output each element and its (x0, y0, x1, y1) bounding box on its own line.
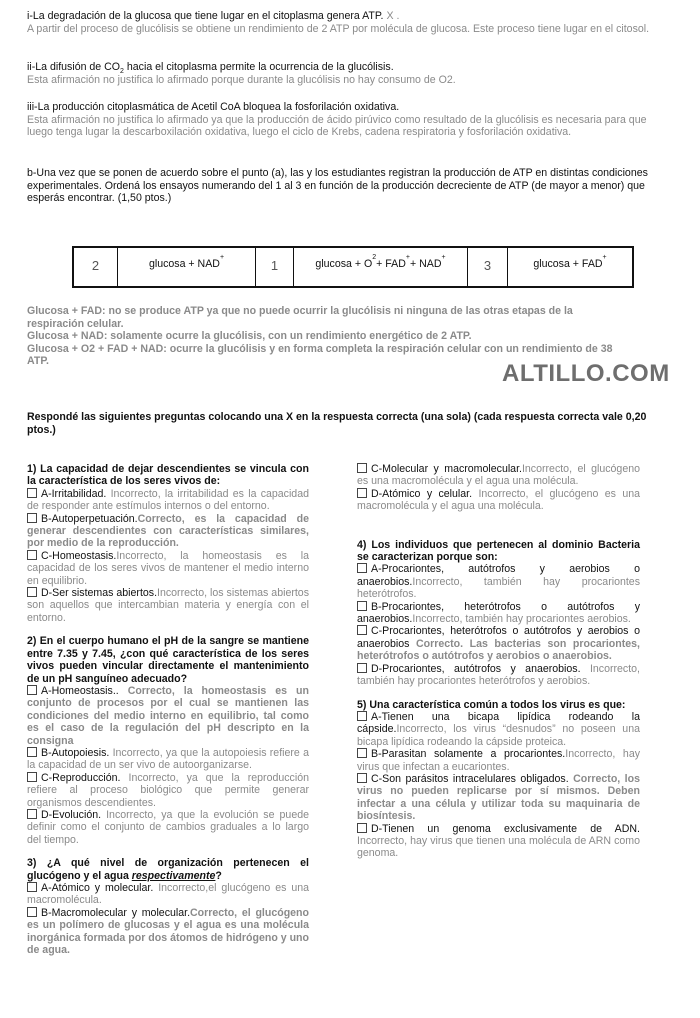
q3-b-label: B-Macromolecular y molecular. (41, 906, 191, 919)
q1-d-feedback: Incorrecto, los sistemas abiertos son aquellos que intercambian materia y energía con el entorno. (27, 587, 309, 624)
statement-ii-answer: Esta afirmación no justifica lo afirmado porque durante la glucólisis no hay consumo de O2. (27, 73, 456, 86)
explanation-line-1: Glucosa + FAD: no se produce ATP ya que no puede ocurrir la glucólisis ni ninguna de las otras etapas de la respiración celular. (27, 305, 573, 330)
instructions: Respondé las siguientes preguntas colocando una X en la respuesta correcta (una sola) (cada respuesta correcta vale 0,20 ptos.) (27, 411, 647, 436)
question-5: 5) Una característica común a todos los virus es que: (357, 698, 626, 711)
q5-d-feedback: Incorrecto, hay virus que tienen una molécula de ARN como genoma. (357, 834, 640, 860)
q4-option-b[interactable] (357, 601, 640, 626)
table-rank-1: 2 (74, 248, 118, 286)
checkbox-icon[interactable] (357, 563, 367, 573)
q3-text-a: 3) ¿A qué nivel de organización pertenecen el glucógeno y el agua (27, 857, 309, 882)
checkbox-icon[interactable] (27, 550, 37, 560)
q4-d-label: D-Procariontes, autótrofos y anaerobios. (371, 662, 581, 675)
checkbox-icon[interactable] (27, 809, 37, 819)
table-cell-1-text: glucosa + NAD (148, 258, 220, 270)
q2-option-c[interactable] (27, 772, 309, 809)
statement-i-text: i-La degradación de la glucosa que tiene lugar en el citoplasma genera ATP. (27, 10, 384, 22)
checkbox-icon[interactable] (357, 823, 367, 833)
q4-c-feedback: Correcto. Las bacterias son procariontes, heterótrofos o autótrofos y aerobios o anaerobios. (357, 637, 640, 663)
q2-c-label: C-Reproducción. (41, 771, 121, 784)
q1-option-b[interactable] (27, 513, 309, 550)
explanation-line-3: Glucosa + O2 + FAD + NAD: ocurre la glucólisis y en forma completa la respiración celular con un rendimiento de 38 ATP. (27, 342, 613, 368)
right-column (357, 463, 640, 860)
statement-iii (27, 101, 675, 139)
q5-c-feedback: Correcto, los virus no pueden replicarse por sí mismos. Deben infectar a una célula y utilizar toda su maquinaria de biosíntesis. (357, 772, 640, 823)
table-rank-2: 1 (256, 248, 294, 286)
table-cell-3-sup: + (602, 254, 607, 261)
checkbox-icon[interactable] (27, 772, 37, 782)
checkbox-icon[interactable] (357, 773, 367, 783)
q2-d-feedback: Incorrecto, ya que la evolución se puede definir como el conjunto de cambios graduales a lo largo del tiempo. (27, 808, 309, 846)
explanation-line-2: Glucosa + NAD: solamente ocurre la glucólisis, con un rendimiento energético de 2 ATP. (27, 330, 472, 343)
q2-a-label: A-Homeostasis.. (41, 684, 119, 697)
checkbox-icon[interactable] (357, 463, 367, 473)
checkbox-icon[interactable] (27, 685, 37, 695)
q5-a-label: A-Tienen una bicapa lipídica rodeando la cápside. (357, 710, 640, 736)
q5-c-label: C-Son parásitos intracelulares obligados. (371, 772, 569, 785)
q3-d-feedback: Incorrecto, el glucógeno es una macromolécula y el agua una molécula. (357, 487, 640, 513)
table-cell-2-text-b: + FAD (376, 258, 406, 270)
statement-i-answer: A partir del proceso de glucólisis se obtiene un rendimiento de 2 ATP por molécula de glucosa. Este proceso tiene lugar en el citosol. (27, 22, 650, 35)
q3-option-c[interactable] (357, 463, 640, 488)
q2-c-feedback: Incorrecto, ya que la reproducción refiere al proceso biológico que permite generar organismos descendientes. (27, 771, 309, 809)
table-rank-3: 3 (468, 248, 508, 286)
q3-c-feedback: Incorrecto, el glucógeno es una macromolécula y el agua una molécula. (357, 463, 641, 488)
table-cell-2-sup2: + (441, 254, 446, 261)
statement-ii (27, 61, 675, 86)
table-explanation (27, 305, 627, 368)
q3-a-feedback: Incorrecto,el glucógeno es una macromolécula. (27, 882, 309, 907)
q4-option-a[interactable] (357, 563, 640, 600)
q4-option-d[interactable] (357, 663, 640, 688)
q3-d-label: D-Atómico y celular. (371, 487, 473, 500)
statement-ii-text-b: hacia el citoplasma permite la ocurrencia de la glucólisis. (123, 61, 394, 73)
table-cell-1 (118, 248, 256, 286)
checkbox-icon[interactable] (27, 882, 37, 892)
statement-iii-text: iii-La producción citoplasmática de Acetil CoA bloquea la fosforilación oxidativa. (27, 101, 400, 113)
table-cell-2-text-a: glucosa + O (315, 258, 373, 270)
q1-option-a[interactable] (27, 488, 309, 513)
q1-b-label: B-Autoperpetuación. (41, 512, 138, 525)
q3-c-label: C-Molecular y macromolecular. (371, 463, 522, 475)
q2-option-d[interactable] (27, 809, 309, 846)
checkbox-icon[interactable] (357, 711, 367, 721)
part-b-prompt (27, 167, 675, 205)
table-cell-2-text-c: + NAD (409, 258, 442, 270)
q1-c-feedback: Incorrecto, la homeostasis es la capacidad de los seres vivos de mantener el medio interno en equilibrio. (27, 549, 309, 587)
q5-b-label: B-Parasitan solamente a procariontes. (371, 748, 566, 761)
checkbox-icon[interactable] (357, 488, 367, 498)
table-cell-2-sup1: + (405, 254, 410, 261)
statement-ii-sub: 2 (120, 68, 124, 76)
q1-option-d[interactable] (27, 587, 309, 624)
q4-b-feedback: Incorrecto, también hay procariontes aerobios. (412, 613, 631, 626)
q3-a-label: A-Atómico y molecular. (41, 882, 154, 894)
q3-b-feedback: Correcto, el glucógeno es un polímero de glucosas y el agua es una molécula inorgánica formada por dos átomos de hidrógeno y uno de agua. (27, 906, 310, 957)
q3-option-a[interactable] (27, 882, 309, 907)
question-3 (27, 857, 309, 882)
q3-emphasis: respectivamente (131, 869, 216, 882)
q1-option-c[interactable] (27, 550, 309, 587)
q5-option-c[interactable] (357, 773, 640, 823)
q2-option-b[interactable] (27, 747, 309, 772)
table-cell-2 (294, 248, 468, 286)
q3-option-d[interactable] (357, 488, 640, 513)
q1-d-label: D-Ser sistemas abiertos. (41, 587, 158, 600)
q4-a-label: A-Procariontes, autótrofos y aerobios o anaerobios. (357, 563, 640, 588)
q2-option-a[interactable] (27, 685, 309, 747)
checkbox-icon[interactable] (357, 625, 367, 635)
q2-d-label: D-Evolución. (41, 808, 102, 821)
q5-b-feedback: Incorrecto, hay virus que infectan a eucariontes. (357, 748, 641, 773)
q3-text-b: ? (215, 869, 222, 882)
q5-option-b[interactable] (357, 748, 640, 773)
statement-iii-answer: Esta afirmación no justifica lo afirmado ya que la producción de ácido pirúvico como resultado de la glucólisis es necesaria para que luego tenga lugar la descarboxilación oxidativa, luego el ciclo de Krebs, cadena respiratoria y fosforilación oxidativa. (27, 113, 647, 139)
part-b-text: b-Una vez que se ponen de acuerdo sobre el punto (a), las y los estudiantes registran la producción de ATP en distintas condiciones experimentales. Ordená los ensayos numerando del 1 al 3 en función de la producción decreciente de ATP (de mayor a menor) que esperás encontrar. (1,50 ptos.) (27, 167, 648, 205)
table-cell-1-sup: + (219, 254, 225, 261)
checkbox-icon[interactable] (357, 748, 367, 758)
q5-option-d[interactable] (357, 823, 640, 860)
watermark-logo: ALTILLO.COM (502, 360, 670, 387)
question-4: 4) Los individuos que pertenecen al dominio Bacteria se caracterizan porque son: (357, 538, 640, 564)
checkbox-icon[interactable] (27, 513, 37, 523)
ordering-table (72, 246, 634, 288)
q1-c-label: C-Homeostasis. (41, 549, 117, 562)
q1-a-feedback: Incorrecto, la irritabilidad es la capacidad de responder ante estímulos internos o del entorno. (27, 487, 309, 513)
q4-a-feedback: Incorrecto, también hay procariontes heterótrofos. (357, 575, 640, 601)
q5-d-label: D-Tienen un genoma exclusivamente de ADN. (371, 822, 640, 835)
q4-option-c[interactable] (357, 625, 640, 662)
checkbox-icon[interactable] (27, 488, 37, 498)
q2-b-feedback: Incorrecto, ya que la autopoiesis refiere a la capacidad de un ser vivo de autoorganizarse. (27, 746, 309, 772)
q5-option-a[interactable] (357, 711, 640, 748)
q4-b-label: B-Procariontes, heterótrofos o autótrofos y anaerobios. (357, 600, 640, 626)
table-cell-2-sub: 2 (372, 254, 377, 261)
q4-d-feedback: Incorrecto, también hay procariontes heterótrofos y aerobios. (357, 662, 640, 688)
checkbox-icon[interactable] (27, 907, 37, 917)
statement-i (27, 10, 675, 35)
statement-ii-text-a: ii-La difusión de CO (27, 61, 121, 73)
question-1: 1) La capacidad de dejar descendientes se vincula con la característica de los seres vivos de: (27, 463, 309, 488)
q5-a-feedback: Incorrecto, los virus “desnudos” no poseen una bicapa lipídica rodeando la cápside proteica. (357, 723, 640, 748)
checkbox-icon[interactable] (27, 747, 37, 757)
checkbox-icon[interactable] (357, 601, 367, 611)
q4-c-label: C-Procariontes, heterótrofos o autótrofos y aerobios o anaerobios (357, 625, 640, 650)
checkbox-icon[interactable] (27, 587, 37, 597)
q2-b-label: B-Autopoiesis. (41, 746, 110, 759)
q1-b-feedback: Correcto, es la capacidad de generar descendientes con características similares, por medio de la reproducción. (27, 512, 309, 550)
q1-a-label: A-Irritabilidad. (41, 487, 107, 500)
question-2: 2) En el cuerpo humano el pH de la sangre se mantiene entre 7.35 y 7.45, ¿con qué característica de los seres vivos pueden vincular directamente el mantenimiento de un pH sanguíneo adecuado? (27, 635, 309, 685)
q3-option-b[interactable] (27, 907, 309, 957)
statement-i-mark: X . (383, 10, 400, 22)
table-cell-3-text: glucosa + FAD (533, 258, 603, 270)
left-column (27, 463, 309, 956)
q2-a-feedback: Correcto, la homeostasis es un conjunto de procesos por el cual se mantienen las condiciones del medio interno en equilibrio, tal como es el caso de la regulación del pH descripto en la consigna (27, 684, 309, 747)
table-cell-3 (508, 248, 632, 286)
checkbox-icon[interactable] (357, 663, 367, 673)
